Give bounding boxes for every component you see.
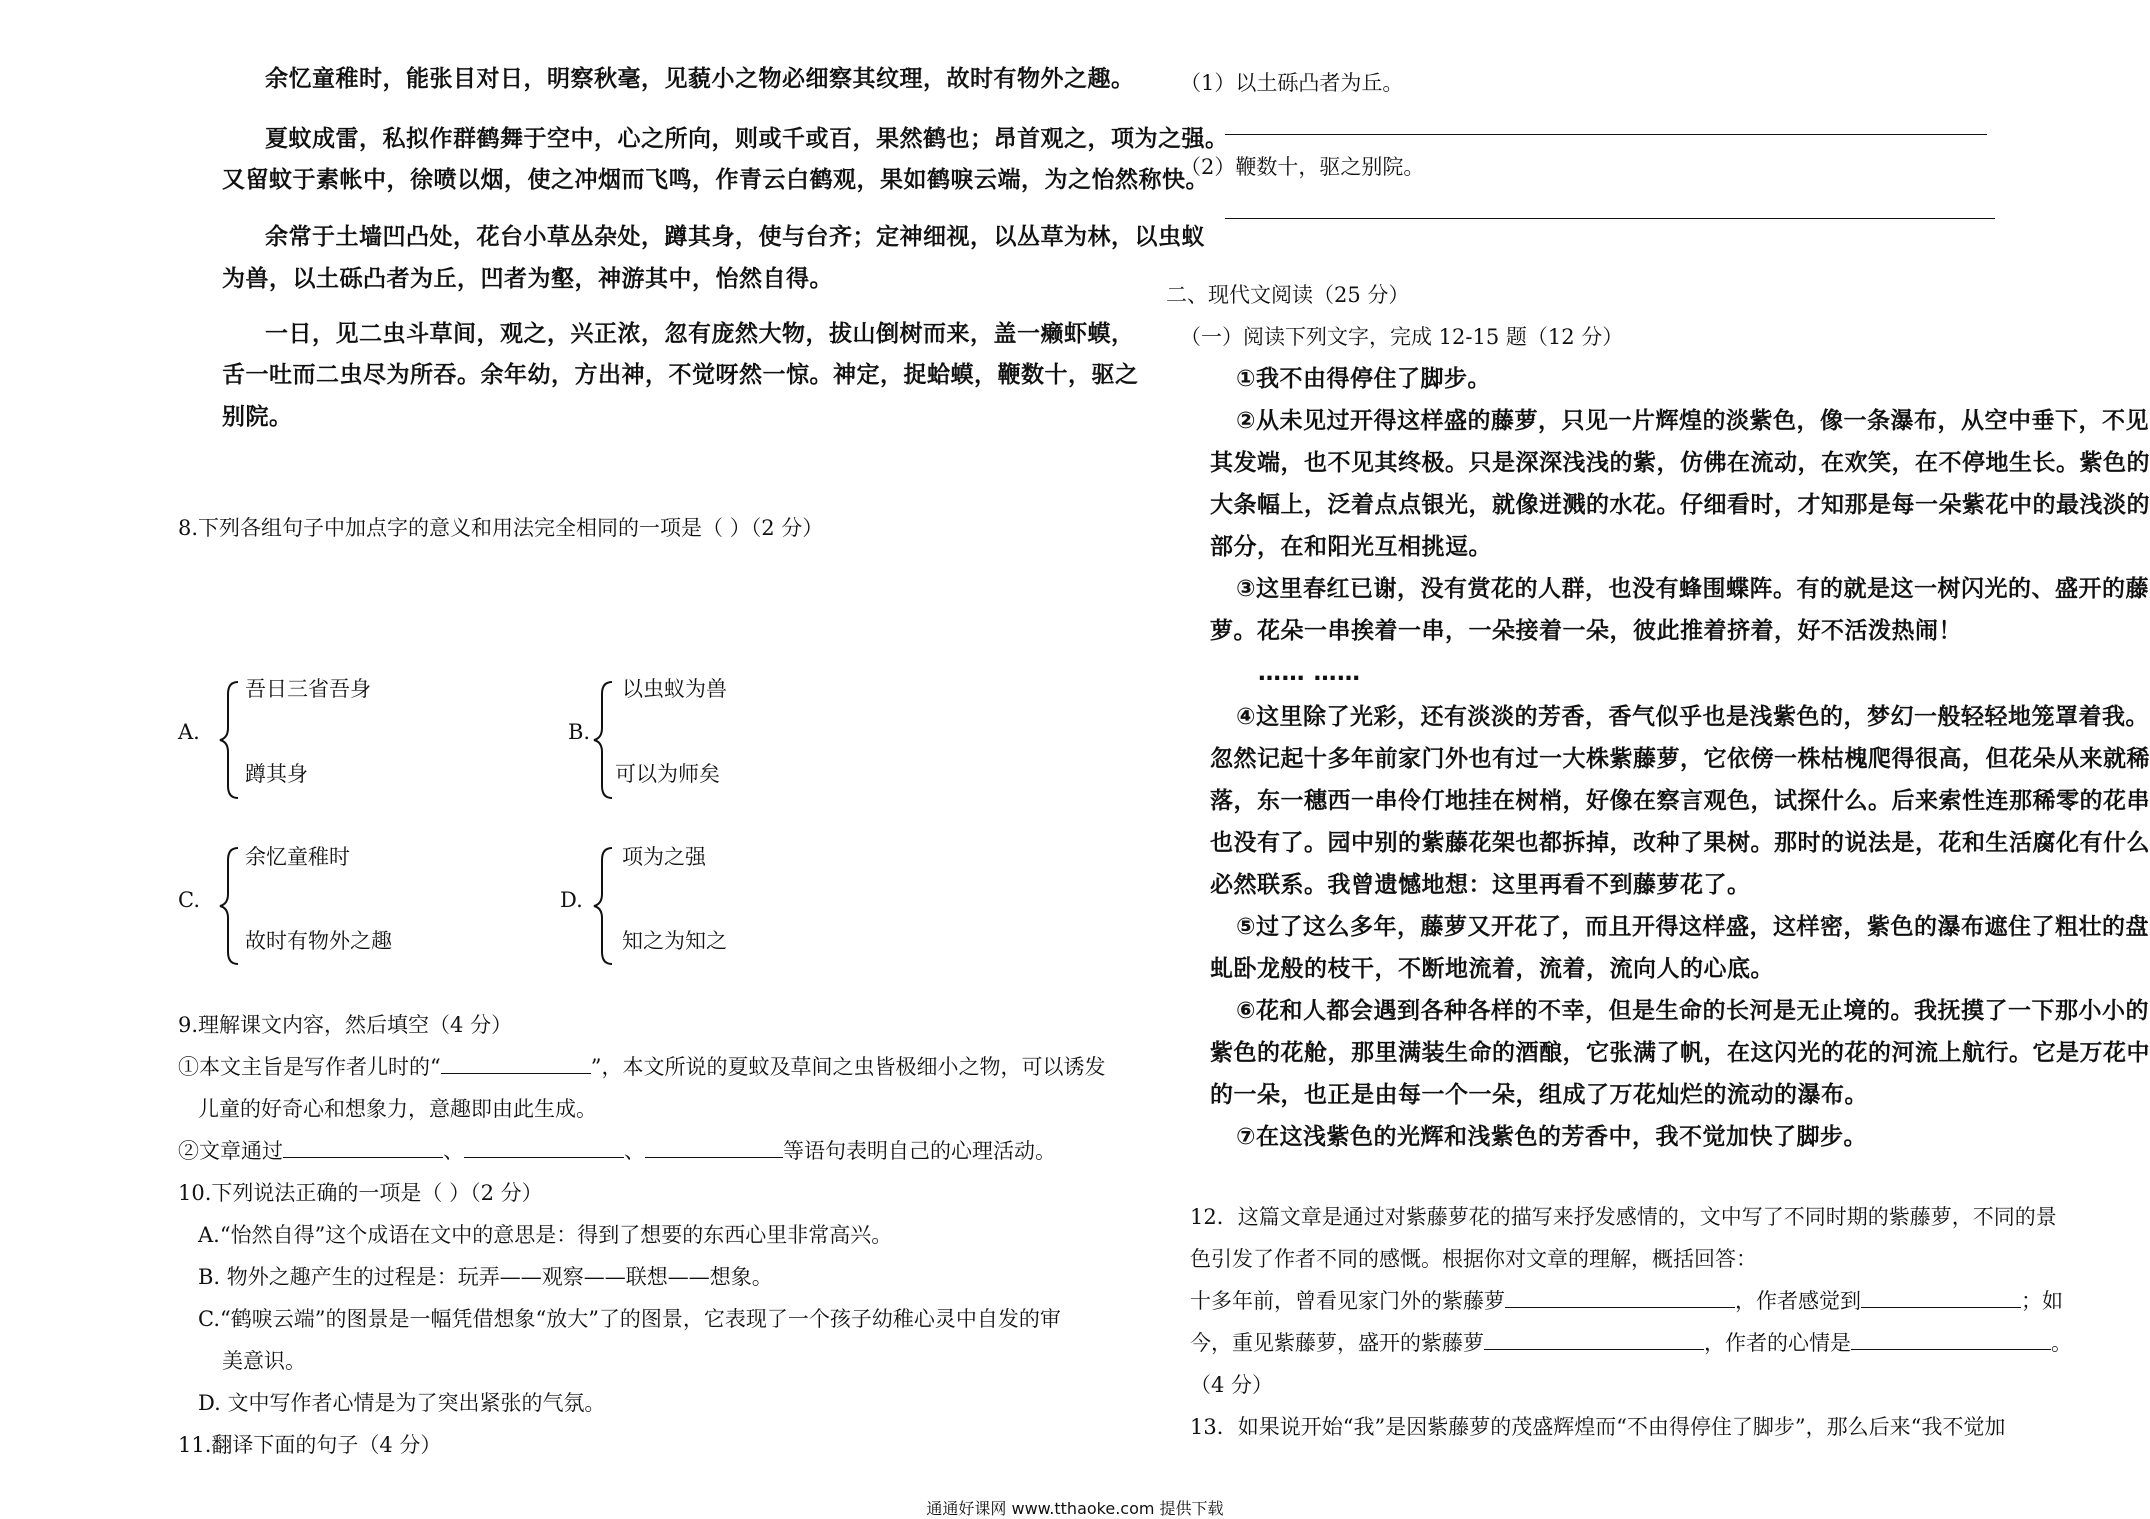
reading-line: 部分，在和阳光互相挑逗。 xyxy=(1210,534,1492,560)
q10-stem: 10.下列说法正确的一项是（ ）（2 分） xyxy=(178,1181,543,1205)
passage-line: 为兽，以土砾凸者为丘，凹者为壑，神游其中，怡然自得。 xyxy=(222,266,833,292)
q12-line-2: 色引发了作者不同的感慨。根据你对文章的理解，概括回答： xyxy=(1190,1247,1757,1271)
reading-line: 的一朵，也正是由每一个一朵，组成了万花灿烂的流动的瀑布。 xyxy=(1210,1082,1868,1108)
reading-line: 落，东一穗西一串伶仃地挂在树梢，好像在察言观色，试探什么。后来索性连那稀零的花串 xyxy=(1210,788,2150,814)
answer-blank[interactable] xyxy=(1861,1285,2021,1308)
reading-ellipsis: …… …… xyxy=(1258,660,1361,686)
q12-line-4: 今，重见紫藤萝，盛开的紫藤萝 ，作者的心情是 。 xyxy=(1190,1326,2072,1360)
answer-blank[interactable] xyxy=(1484,1327,1704,1350)
reading-line: 虬卧龙般的枝干，不断地流着，流着，流向人的心底。 xyxy=(1210,956,1774,982)
q8-option-b-letter: B. xyxy=(568,720,591,744)
q10-option-b: B. 物外之趣产生的过程是：玩弄——观察——联想——想象。 xyxy=(198,1265,773,1289)
q11-stem: 11.翻译下面的句子（4 分） xyxy=(178,1433,442,1457)
q8-option-c-bottom: 故时有物外之趣 xyxy=(245,929,392,953)
answer-line[interactable] xyxy=(1225,218,1995,219)
q8-option-a-bottom: 蹲其身 xyxy=(245,762,308,786)
passage-line: 一日，见二虫斗草间，观之，兴正浓，忽有庞然大物，拔山倒树而来，盖一癞虾蟆， xyxy=(265,321,1135,347)
answer-line[interactable] xyxy=(1225,134,1987,135)
reading-line: 必然联系。我曾遗憾地想：这里再看不到藤萝花了。 xyxy=(1210,872,1751,898)
q8-option-c-letter: C. xyxy=(178,888,200,912)
q9-line-1: ①本文主旨是写作者儿时的“ ”，本文所说的夏蚊及草间之虫皆极细小之物，可以诱发 xyxy=(178,1050,1105,1084)
q8-option-a-top: 吾日三省吾身 xyxy=(245,677,371,701)
passage-line: 舌一吐而二虫尽为所吞。余年幼，方出神，不觉呀然一惊。神定，捉蛤蟆，鞭数十，驱之 xyxy=(222,362,1139,388)
q10-option-a: A.“怡然自得”这个成语在文中的意思是：得到了想要的东西心里非常高兴。 xyxy=(198,1223,893,1247)
passage-line: 又留蚊于素帐中，徐喷以烟，使之冲烟而飞鸣，作青云白鹤观，果如鹤唳云端，为之怡然称快。 xyxy=(222,167,1209,193)
q12-points: （4 分） xyxy=(1190,1373,1274,1397)
reading-line: ③这里春红已谢，没有赏花的人群，也没有蜂围蝶阵。有的就是这一树闪光的、盛开的藤 xyxy=(1236,576,2149,602)
answer-blank[interactable] xyxy=(1851,1327,2051,1350)
part2-subheading: （一）阅读下列文字，完成 12-15 题（12 分） xyxy=(1180,325,1624,349)
q8-option-d-letter: D. xyxy=(560,888,583,912)
q11-sentence-1: （1）以土砾凸者为丘。 xyxy=(1180,71,1404,95)
answer-blank[interactable] xyxy=(283,1135,443,1158)
answer-blank[interactable] xyxy=(441,1051,591,1074)
brace-icon xyxy=(592,680,616,800)
part2-heading: 二、现代文阅读（25 分） xyxy=(1166,283,1410,307)
passage-line: 余常于土墙凹凸处，花台小草丛杂处，蹲其身，使与台齐；定神细视，以丛草为林，以虫蚁 xyxy=(265,224,1205,250)
q12-line-1: 12．这篇文章是通过对紫藤萝花的描写来抒发感情的，文中写了不同时期的紫藤萝，不同的景 xyxy=(1190,1205,2057,1229)
q13-line-1: 13．如果说开始“我”是因紫藤萝的茂盛辉煌而“不由得停住了脚步”，那么后来“我不觉加 xyxy=(1190,1415,2006,1439)
reading-line: ①我不由得停住了脚步。 xyxy=(1236,366,1491,392)
brace-icon xyxy=(592,846,616,966)
brace-icon xyxy=(218,680,242,800)
reading-line: ⑥花和人都会遇到各种各样的不幸，但是生命的长河是无止境的。我抚摸了一下那小小的 xyxy=(1236,998,2149,1024)
reading-line: 大条幅上，泛着点点银光，就像迸溅的水花。仔细看时，才知那是每一朵紫花中的最浅淡的 xyxy=(1210,492,2150,518)
reading-line: 萝。花朵一串挨着一串，一朵接着一朵，彼此推着挤着，好不活泼热闹！ xyxy=(1210,618,1962,644)
reading-line: 也没有了。园中别的紫藤花架也都拆掉，改种了果树。那时的说法是，花和生活腐化有什么 xyxy=(1210,830,2150,856)
reading-line: ⑦在这浅紫色的光辉和浅紫色的芳香中，我不觉加快了脚步。 xyxy=(1236,1124,1867,1150)
q8-option-d-bottom: 知之为知之 xyxy=(622,929,727,953)
q10-option-c: C.“鹤唳云端”的图景是一幅凭借想象“放大”了的图景，它表现了一个孩子幼稚心灵中自发的审 xyxy=(198,1307,1061,1331)
q8-option-b-top: 以虫蚁为兽 xyxy=(622,677,727,701)
q9-line-2: 儿童的好奇心和想象力，意趣即由此生成。 xyxy=(198,1097,597,1121)
passage-line: 余忆童稚时，能张目对日，明察秋毫，见藐小之物必细察其纹理，故时有物外之趣。 xyxy=(265,66,1135,92)
q10-option-c-cont: 美意识。 xyxy=(222,1349,306,1373)
q11-sentence-2: （2）鞭数十，驱之别院。 xyxy=(1180,155,1425,179)
q8-option-c-top: 余忆童稚时 xyxy=(245,845,350,869)
answer-blank[interactable] xyxy=(464,1135,624,1158)
page-footer: 通通好课网 www.tthaoke.com 提供下载 xyxy=(926,1499,1224,1518)
answer-blank[interactable] xyxy=(645,1135,783,1158)
q9-line-3: ②文章通过 、 、 等语句表明自己的心理活动。 xyxy=(178,1134,1056,1168)
q8-option-a-letter: A. xyxy=(178,720,200,744)
reading-line: ②从未见过开得这样盛的藤萝，只见一片辉煌的淡紫色，像一条瀑布，从空中垂下，不见 xyxy=(1236,408,2149,434)
q8-option-b-bottom: 可以为师矣 xyxy=(615,762,720,786)
q8-stem: 8.下列各组句子中加点字的意义和用法完全相同的一项是（ ）（2 分） xyxy=(178,516,824,540)
brace-icon xyxy=(218,846,242,966)
q12-line-3: 十多年前，曾看见家门外的紫藤萝 ，作者感觉到 ；如 xyxy=(1190,1284,2063,1318)
answer-blank[interactable] xyxy=(1505,1285,1735,1308)
reading-line: ④这里除了光彩，还有淡淡的芳香，香气似乎也是浅紫色的，梦幻一般轻轻地笼罩着我。 xyxy=(1236,704,2149,730)
reading-line: ⑤过了这么多年，藤萝又开花了，而且开得这样盛，这样密，紫色的瀑布遮住了粗壮的盘 xyxy=(1236,914,2149,940)
passage-line: 夏蚊成雷，私拟作群鹤舞于空中，心之所向，则或千或百，果然鹤也；昂首观之，项为之强。 xyxy=(265,126,1229,152)
q9-stem: 9.理解课文内容，然后填空（4 分） xyxy=(178,1013,513,1037)
q8-option-d-top: 项为之强 xyxy=(622,845,706,869)
reading-line: 紫色的花舱，那里满装生命的酒酿，它张满了帆，在这闪光的花的河流上航行。它是万花中 xyxy=(1210,1040,2150,1066)
reading-line: 忽然记起十多年前家门外也有过一大株紫藤萝，它依傍一株枯槐爬得很高，但花朵从来就稀 xyxy=(1210,746,2150,772)
reading-line: 其发端，也不见其终极。只是深深浅浅的紫，仿佛在流动，在欢笑，在不停地生长。紫色的 xyxy=(1210,450,2150,476)
q10-option-d: D. 文中写作者心情是为了突出紧张的气氛。 xyxy=(198,1391,606,1415)
passage-line: 别院。 xyxy=(222,404,293,430)
